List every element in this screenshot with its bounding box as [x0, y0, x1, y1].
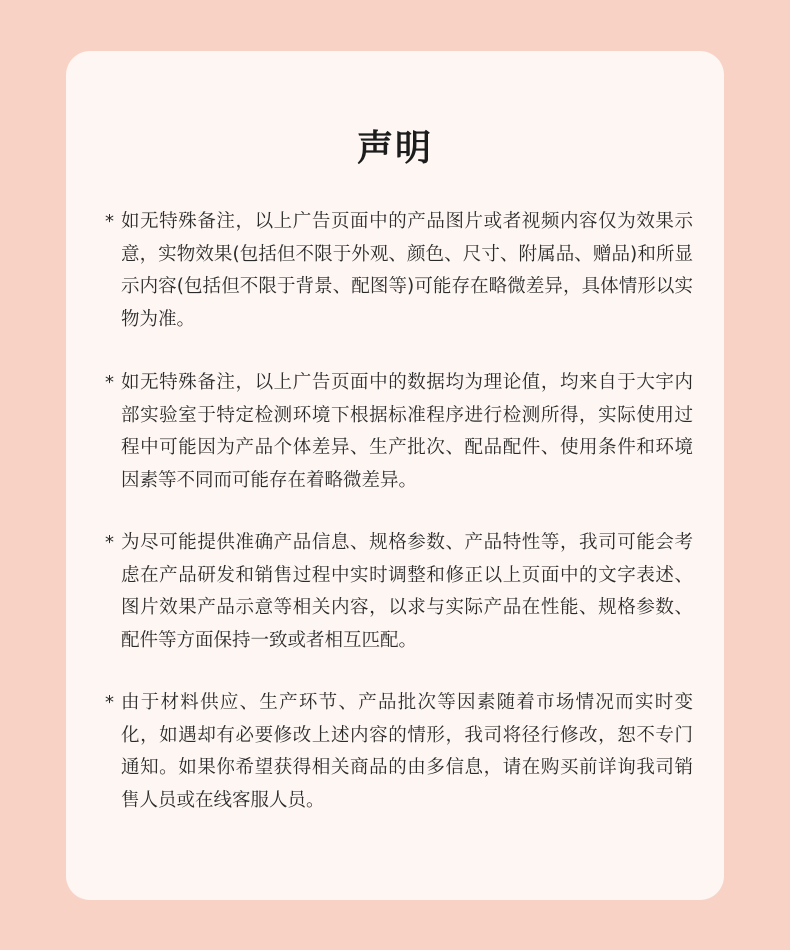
bullet-asterisk: * — [105, 372, 114, 393]
disclaimer-paragraph — [105, 367, 693, 497]
disclaimer-paragraph — [105, 527, 693, 657]
page-title: 声明 — [356, 128, 433, 169]
paragraph-text: 如无特殊备注，以上广告页面中的数据均为理论值，均来自于大宇内部实验室于特定检测环境下根据标准程序进行检测所得，实际使用过程中可能因为产品个体差异、生产批次、配品配件、使用条件和环境因素等不同而可能存在着略微差异。 — [121, 372, 693, 491]
paragraph-text: 由于材料供应、生产环节、产品批次等因素随着市场情况而实时变化，如遇却有必要修改上述内容的情形，我司将径行修改，恕不专门通知。如果你希望获得相关商品的由多信息，请在购买前详询我司销售人员或在线客服人员。 — [121, 692, 693, 811]
bullet-asterisk: * — [105, 211, 114, 232]
paragraph-text: 为尽可能提供准确产品信息、规格参数、产品特性等，我司可能会考虑在产品研发和销售过程中实时调整和修正以上页面中的文字表述、图片效果产品示意等相关内容，以求与实际产品在性能、规格参数、配件等方面保持一致或者相互匹配。 — [121, 532, 693, 651]
bullet-asterisk: * — [105, 532, 114, 553]
paragraph-text: 如无特殊备注，以上广告页面中的产品图片或者视频内容仅为效果示意，实物效果(包括但不限于外观、颜色、尺寸、附属品、赠品)和所显示内容(包括但不限于背景、配图等)可能存在略微差异，具体情形以实物为准。 — [121, 211, 693, 330]
bullet-asterisk: * — [105, 692, 114, 713]
disclaimer-paragraph — [105, 687, 693, 817]
disclaimer-paragraph — [105, 206, 693, 336]
